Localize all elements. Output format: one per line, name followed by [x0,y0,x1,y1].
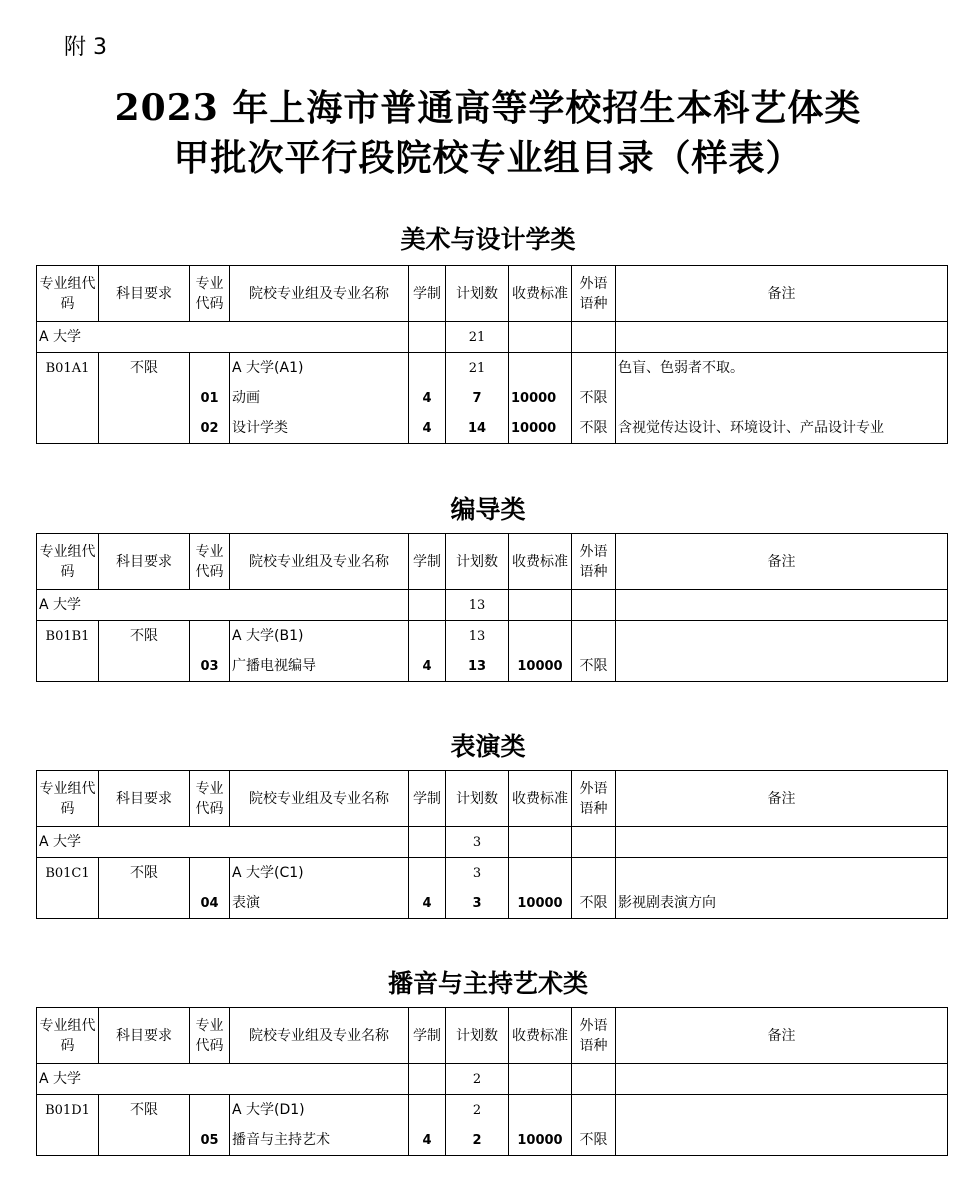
major-name: 表演 [230,888,409,919]
major-name: 广播电视编导 [230,651,409,682]
header-years: 学制 [409,534,446,590]
major-language: 不限 [572,1125,616,1156]
header-row [37,771,948,827]
header-group-code: 专业组代码 [37,266,99,322]
major-code: 05 [190,1125,230,1156]
major-fee: 10000 [509,651,572,682]
header-name: 院校专业组及专业名称 [230,1008,409,1064]
header-subject-req: 科目要求 [99,534,190,590]
university-name: A 大学 [37,590,409,621]
table-row [37,651,948,682]
university-name: A 大学 [37,827,409,858]
table-performance [36,770,948,919]
header-remark: 备注 [616,771,948,827]
group-name: A 大学(B1) [230,621,409,652]
group-remark [616,1095,948,1126]
group-name: A 大学(D1) [230,1095,409,1126]
header-major-code: 专业代码 [190,1008,230,1064]
header-plan: 计划数 [446,266,509,322]
header-fee: 收费标准 [509,1008,572,1064]
group-name: A 大学(A1) [230,353,409,384]
major-name: 播音与主持艺术 [230,1125,409,1156]
header-language: 外语语种 [572,1008,616,1064]
major-remark [616,383,948,413]
group-subject-req: 不限 [99,353,190,384]
header-group-code: 专业组代码 [37,1008,99,1064]
major-years: 4 [409,413,446,444]
section-title-broadcasting: 播音与主持艺术类 [387,969,588,998]
major-plan: 3 [446,888,509,919]
major-code: 02 [190,413,230,444]
university-row [37,827,948,858]
header-name: 院校专业组及专业名称 [230,771,409,827]
university-name: A 大学 [37,322,409,353]
major-plan: 13 [446,651,509,682]
major-years: 4 [409,383,446,413]
group-code: B01D1 [37,1095,99,1126]
header-row [37,534,948,590]
header-language: 外语语种 [572,771,616,827]
major-language: 不限 [572,383,616,413]
major-remark [616,1125,948,1156]
university-name: A 大学 [37,1064,409,1095]
major-fee: 10000 [509,888,572,919]
major-language: 不限 [572,651,616,682]
header-subject-req: 科目要求 [99,771,190,827]
group-subject-req: 不限 [99,1095,190,1126]
major-remark: 含视觉传达设计、环境设计、产品设计专业 [616,413,948,444]
header-subject-req: 科目要求 [99,1008,190,1064]
major-name: 动画 [230,383,409,413]
header-years: 学制 [409,771,446,827]
header-fee: 收费标准 [509,771,572,827]
group-row [37,1095,948,1126]
header-remark: 备注 [616,266,948,322]
header-language: 外语语种 [572,266,616,322]
major-remark: 影视剧表演方向 [616,888,948,919]
university-row [37,590,948,621]
university-plan: 2 [446,1064,509,1095]
major-name: 设计学类 [230,413,409,444]
major-plan: 2 [446,1125,509,1156]
major-plan: 14 [446,413,509,444]
section-title-directing: 编导类 [450,495,526,524]
group-code: B01B1 [37,621,99,652]
header-fee: 收费标准 [509,266,572,322]
university-row [37,322,948,353]
group-row [37,858,948,889]
section-title-performance: 表演类 [450,732,526,761]
major-years: 4 [409,1125,446,1156]
group-remark [616,621,948,652]
page-title-line2: 甲批次平行段院校专业组目录（样表） [173,137,803,179]
header-major-code: 专业代码 [190,771,230,827]
header-row [37,1008,948,1064]
group-row [37,621,948,652]
header-plan: 计划数 [446,1008,509,1064]
page-title-line1: 2023 年上海市普通高等学校招生本科艺体类 [114,87,862,129]
group-plan: 2 [446,1095,509,1126]
group-code: B01A1 [37,353,99,384]
major-fee: 10000 [509,383,572,413]
university-row [37,1064,948,1095]
major-language: 不限 [572,888,616,919]
major-language: 不限 [572,413,616,444]
header-group-code: 专业组代码 [37,771,99,827]
attachment-label: 附 3 [64,35,107,60]
group-remark: 色盲、色弱者不取。 [616,353,948,384]
major-fee: 10000 [509,413,572,444]
header-years: 学制 [409,1008,446,1064]
header-fee: 收费标准 [509,534,572,590]
table-row [37,413,948,444]
university-plan: 13 [446,590,509,621]
group-plan: 13 [446,621,509,652]
header-name: 院校专业组及专业名称 [230,266,409,322]
group-code: B01C1 [37,858,99,889]
table-row [37,1125,948,1156]
major-plan: 7 [446,383,509,413]
university-plan: 3 [446,827,509,858]
major-years: 4 [409,888,446,919]
header-major-code: 专业代码 [190,266,230,322]
group-plan: 3 [446,858,509,889]
header-years: 学制 [409,266,446,322]
header-remark: 备注 [616,1008,948,1064]
group-plan: 21 [446,353,509,384]
table-broadcasting [36,1007,948,1156]
header-group-code: 专业组代码 [37,534,99,590]
section-title-art-design: 美术与设计学类 [400,225,576,254]
header-language: 外语语种 [572,534,616,590]
major-remark [616,651,948,682]
group-name: A 大学(C1) [230,858,409,889]
header-row [37,266,948,322]
university-plan: 21 [446,322,509,353]
header-subject-req: 科目要求 [99,266,190,322]
major-fee: 10000 [509,1125,572,1156]
table-directing [36,533,948,682]
group-remark [616,858,948,889]
major-code: 01 [190,383,230,413]
table-row [37,888,948,919]
table-art-design [36,265,948,444]
header-plan: 计划数 [446,534,509,590]
major-years: 4 [409,651,446,682]
group-subject-req: 不限 [99,621,190,652]
header-major-code: 专业代码 [190,534,230,590]
header-name: 院校专业组及专业名称 [230,534,409,590]
group-subject-req: 不限 [99,858,190,889]
group-row [37,353,948,384]
major-code: 03 [190,651,230,682]
major-code: 04 [190,888,230,919]
header-remark: 备注 [616,534,948,590]
header-plan: 计划数 [446,771,509,827]
table-row [37,383,948,413]
